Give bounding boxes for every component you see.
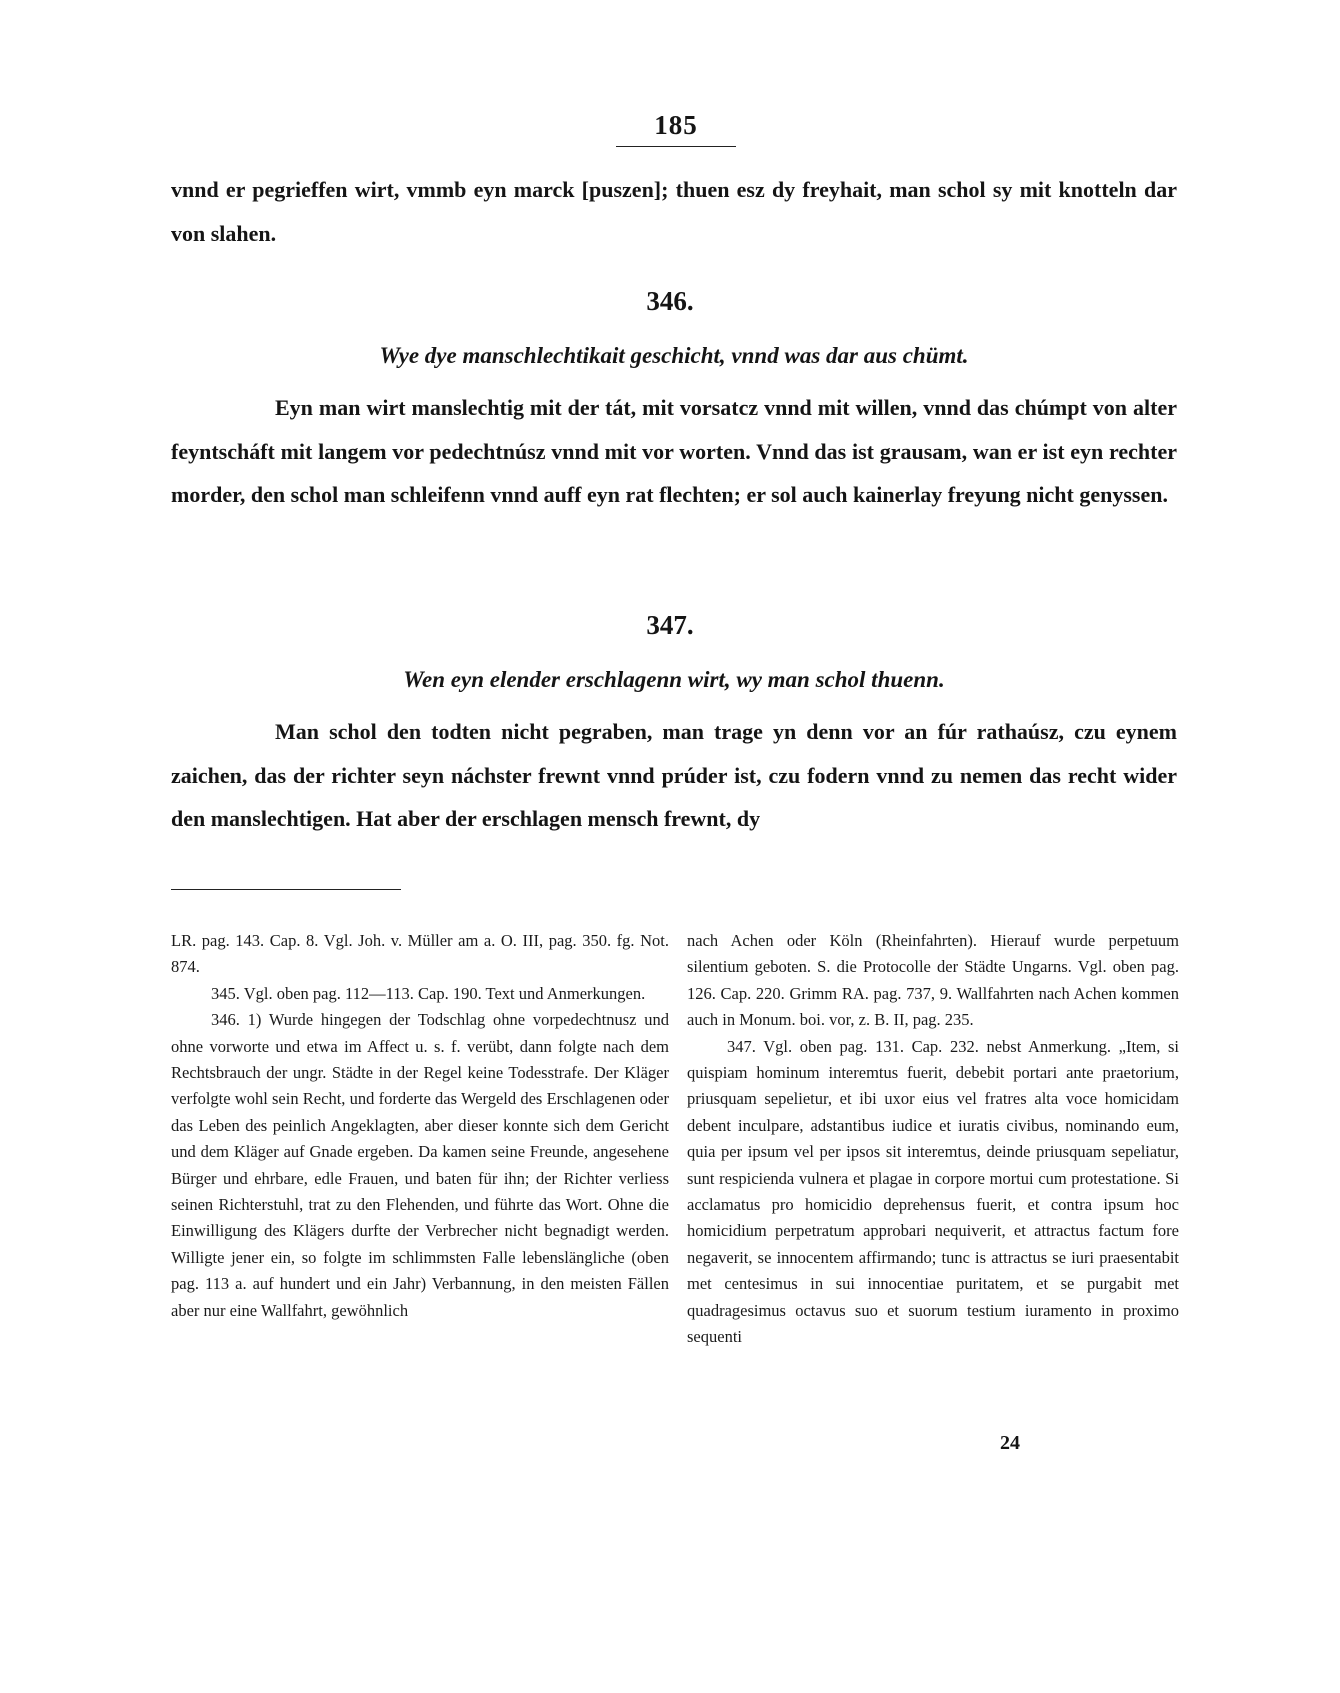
section-346-title: Wye dye manschlechtikait geschicht, vnnd was dar aus chümt. — [379, 343, 969, 368]
section-346-text: Eyn man wirt manslechtig mit der tát, mit vorsatcz vnnd mit willen, vnnd das chúmpt von alter feyntscháft mit langem vor pedechtnúsz vnnd mit vor worten. Vnnd das ist grausam, wan er ist eyn rechter morder, den schol man schleifenn vnnd auff eyn rat flechten; er sol auch kainerlay freyung nicht genyssen. — [171, 395, 1177, 507]
footnote-paragraph: 346. 1) Wurde hingegen der Todschlag ohne vorpedechtnusz und ohne vorworte und etwa im Affect u. s. f. verübt, dann folgte nach dem Rechtsbrauch der ungr. Städte in der Regel keine Todesstrafe. Der Kläger verfolgte wohl sein Recht, und forderte das Wergeld des Erschlagenen oder das Leben des peinlich Angeklagten, aber dieser konnte sich dem Gericht und dem Kläger auf Gnade ergeben. Da kamen seine Freunde, angesehene Bürger und ehrbare, edle Frauen, und baten für ihn; der Richter verliess seinen Richterstuhl, trat zu den Flehenden, und führte das Wort. Ohne die Einwilligung des Klägers durfte der Verbrecher nicht begnadigt werden. Willigte jener ein, so folgte im schlimmsten Falle lebenslängliche (oben pag. 113 a. auf hundert und ein Jahr) Verbannung, in den meisten Fällen aber nur eine Wallfahrt, gewöhnlich — [171, 1010, 669, 1320]
footnote-paragraph: LR. pag. 143. Cap. 8. Vgl. Joh. v. Müller am a. O. III, pag. 350. fg. Not. 874. — [171, 931, 669, 977]
footnotes-right-column — [687, 928, 1179, 1351]
footnote-paragraph: 345. Vgl. oben pag. 112—113. Cap. 190. Text und Anmerkungen. — [211, 983, 646, 1003]
header-rule — [616, 146, 736, 147]
section-346-number: 346. — [646, 286, 694, 316]
carryover-paragraph: vnnd er pegrieffen wirt, vmmb eyn marck [puszen]; thuen esz dy freyhait, man schol sy mit knotteln dar von slahen. — [171, 177, 1177, 246]
footnote-paragraph: 347. Vgl. oben pag. 131. Cap. 232. nebst Anmerkung. „Item, si quispiam hominum interemtus fuerit, debebit portari ante praetorium, priusquam sepelietur, et ibi uxor eius vel fratres alta voce homicidam debent inculpare, adstantibus iudice et iuratis civibus, nominando eum, quia per ipsum vel per ipsos sit interemtus, deinde priusquam sepeliatur, sunt respicienda vulnera et plagae in corpore mortui cum protestatione. Si acclamatus pro homicidio deprehensus fuerit, et contra ipsum hoc homicidium perpetratum approbari nequiverit, et attractus factum fore negaverit, se innocentem affirmando; tunc is attractus se iuri praesentabit met centesimus in sui innocentiae puritatem, et se purgabit met quadragesimus octavus suo et suorum testium iuramento in proximo sequenti — [687, 1036, 1179, 1347]
footnote-rule — [171, 889, 401, 890]
section-347-number: 347. — [646, 610, 694, 640]
section-347-title: Wen eyn elender erschlagenn wirt, wy man schol thuenn. — [403, 667, 945, 692]
section-347-text: Man schol den todten nicht pegraben, man trage yn denn vor an fúr rathaúsz, czu eynem zaichen, das der richter seyn náchster frewnt vnnd prúder ist, czu fodern vnnd zu nemen das recht wider den manslechtigen. Hat aber der erschlagen mensch frewnt, dy — [171, 719, 1177, 831]
footnote-paragraph: nach Achen oder Köln (Rheinfahrten). Hierauf wurde perpetuum silentium geboten. S. die Protocolle der Städte Ungarns. Vgl. oben pag. 126. Cap. 220. Grimm RA. pag. 737, 9. Wallfahrten nach Achen kommen auch in Monum. boi. vor, z. B. II, pag. 235. — [687, 931, 1179, 1030]
footnotes-left-column — [171, 928, 669, 1324]
signature-mark: 24 — [1000, 1432, 1020, 1454]
page-number: 185 — [654, 110, 698, 140]
